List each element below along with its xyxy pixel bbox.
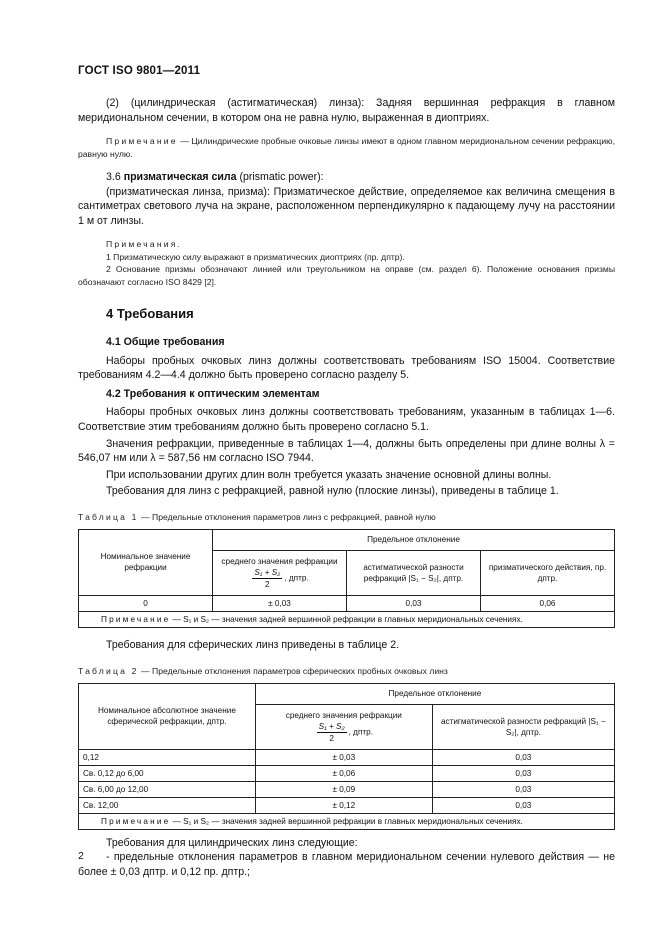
table-1 bbox=[78, 529, 615, 628]
item-2-text: (2) (цилиндрическая (астигматическая) линза): Задняя вершинная рефракция в главном меридиональном сечении, в котором она не равна нулю, выраженная в диоптриях. bbox=[78, 97, 615, 124]
t2-fraction-den: 2 bbox=[329, 733, 334, 743]
para-cylindrical: Требования для цилиндрических линз следующие: bbox=[106, 836, 358, 849]
t1-fraction-num: S₁ + S₂ bbox=[254, 567, 281, 577]
t2-cell: 0,12 bbox=[79, 749, 256, 765]
t1-note bbox=[79, 611, 615, 627]
table-row bbox=[79, 595, 615, 611]
t1-group-header: Предельное отклонение bbox=[213, 529, 615, 550]
note-text: — Цилиндрические пробные очковые линзы имеют в одном главном меридиональном сечении рефракцию, равную нулю. bbox=[78, 136, 615, 159]
t2-cell: 0,03 bbox=[432, 765, 614, 781]
t2-note-text: — S₁ и S₂ — значения задней вершинной рефракции в главных меридиональных сечениях. bbox=[170, 816, 523, 826]
table-1-label: Таблица 1 bbox=[78, 511, 139, 522]
para-spherical: Требования для сферических линз приведены в таблице 2. bbox=[106, 638, 400, 651]
t2-col1-header bbox=[255, 704, 432, 749]
t2-cell: 0,03 bbox=[432, 749, 614, 765]
section-4-title: 4 Требования bbox=[106, 306, 194, 321]
notes-prism-1: 1 Призматическую силу выражают в призматических диоптриях (пр. дптр). bbox=[106, 251, 405, 262]
t2-cell: 0,03 bbox=[432, 781, 614, 797]
t2-group-header: Предельное отклонение bbox=[255, 683, 614, 704]
notes-prism-2: 2 Основание призмы обозначают линией или треугольником на оправе (см. раздел 6). Положение основания призмы обозначают согласно ISO 8429 [2]. bbox=[78, 264, 615, 287]
t2-col1-pre: среднего значения рефракции bbox=[285, 710, 402, 720]
t1-col3-header: призматического действия, пр. дптр. bbox=[481, 550, 615, 595]
table-row bbox=[79, 781, 615, 797]
t2-fraction-num: S₁ + S₂ bbox=[318, 721, 345, 731]
t1-fraction-den: 2 bbox=[265, 579, 270, 589]
def-number: 3.6 bbox=[106, 171, 121, 183]
t2-cell: ± 0,12 bbox=[255, 797, 432, 813]
table-1-caption bbox=[78, 511, 615, 523]
t2-cell: ± 0,03 bbox=[255, 749, 432, 765]
definition-3-6 bbox=[78, 170, 615, 185]
t1-fraction bbox=[252, 567, 282, 590]
t2-cell: ± 0,06 bbox=[255, 765, 432, 781]
t2-col1-unit: , дптр. bbox=[348, 727, 373, 737]
page-number: 2 bbox=[78, 850, 84, 862]
note-label: Примечание bbox=[106, 136, 178, 147]
t2-col0-header: Номинальное абсолютное значение сферической рефракции, дптр. bbox=[79, 683, 256, 749]
table-2 bbox=[78, 683, 615, 830]
page-content bbox=[78, 96, 615, 879]
section-4-2-title: 4.2 Требования к оптическим элементам bbox=[106, 387, 320, 400]
t1-cell: ± 0,03 bbox=[213, 595, 347, 611]
t1-col0-header: Номинальное значение рефракции bbox=[79, 529, 213, 595]
t2-col2-header: астигматической разности рефракций |S₁ − S₂|, дптр. bbox=[432, 704, 614, 749]
t2-cell: Св. 0,12 до 6,00 bbox=[79, 765, 256, 781]
standard-header: ГОСТ ISO 9801—2011 bbox=[78, 65, 201, 77]
t2-cell: 0,03 bbox=[432, 797, 614, 813]
t2-cell: Св. 12,00 bbox=[79, 797, 256, 813]
t1-col1-unit: , дптр. bbox=[284, 573, 309, 583]
t1-note-label: Примечание bbox=[101, 614, 171, 624]
t1-cell: 0,06 bbox=[481, 595, 615, 611]
t2-note-label: Примечание bbox=[101, 816, 171, 826]
table-2-label: Таблица 2 bbox=[78, 665, 139, 676]
t1-col1-header bbox=[213, 550, 347, 595]
t1-cell: 0,03 bbox=[347, 595, 481, 611]
t2-note bbox=[79, 813, 615, 829]
table-row bbox=[79, 797, 615, 813]
section-4-1-text: Наборы пробных очковых линз должны соответствовать требованиям ISO 15004. Соответствие требованиям 4.2—4.4 должно быть проверено согласно разделу 5. bbox=[78, 354, 615, 382]
section-4-2-p2: Значения рефракции, приведенные в таблицах 1—4, должны быть определены при длине волны λ = 546,07 нм или λ = 587,56 нм согласно ISO 7944. bbox=[78, 437, 615, 465]
t2-cell: ± 0,09 bbox=[255, 781, 432, 797]
t1-col2-header: астигматической разности рефракций |S₁ − S₂|, дптр. bbox=[347, 550, 481, 595]
definition-3-6-text: (призматическая линза, призма): Призматическое действие, определяемое как величина смещения в сантиметрах светового луча на экране, расположенном перпендикулярно к падающему лучу на расстоянии 1 м от линзы. bbox=[78, 185, 615, 227]
section-4-2-p4: Требования для линз с рефракцией, равной нулю (плоские линзы), приведены в таблице 1. bbox=[106, 485, 559, 498]
t2-fraction bbox=[317, 721, 347, 744]
table-row bbox=[79, 765, 615, 781]
def-term: призматическая сила bbox=[123, 171, 237, 183]
section-4-1-title: 4.1 Общие требования bbox=[106, 336, 225, 348]
t1-cell: 0 bbox=[79, 595, 213, 611]
note-cylindrical bbox=[78, 135, 615, 160]
t1-col1-pre: среднего значения рефракции bbox=[221, 556, 338, 566]
table-1-caption-text: — Предельные отклонения параметров линз с рефракцией, равной нулю bbox=[138, 511, 436, 522]
table-2-caption bbox=[78, 665, 615, 677]
section-4-2-p1: Наборы пробных очковых линз должны соответствовать требованиям, указанным в таблицах 1—6. Соответствие этим требованиям должно быть проверено согласно 5.1. bbox=[78, 406, 615, 433]
para-cylindrical-item: - предельные отклонения параметров в главном меридиональном сечении нулевого действия — не более ± 0,03 дптр. и 0,12 пр. дптр.; bbox=[78, 851, 615, 878]
t1-note-text: — S₁ и S₂ — значения задней вершинной рефракции в главных меридиональных сечениях. bbox=[170, 614, 523, 624]
t2-cell: Св. 6,00 до 12,00 bbox=[79, 781, 256, 797]
table-2-caption-text: — Предельные отклонения параметров сферических пробных очковых линз bbox=[138, 665, 448, 676]
table-row bbox=[79, 749, 615, 765]
notes-prism-label: Примечания. bbox=[106, 239, 183, 250]
def-term-en: (prismatic power): bbox=[239, 171, 324, 183]
section-4-2-p3: При использовании других длин волн требуется указать значение основной длины волны. bbox=[106, 468, 552, 481]
